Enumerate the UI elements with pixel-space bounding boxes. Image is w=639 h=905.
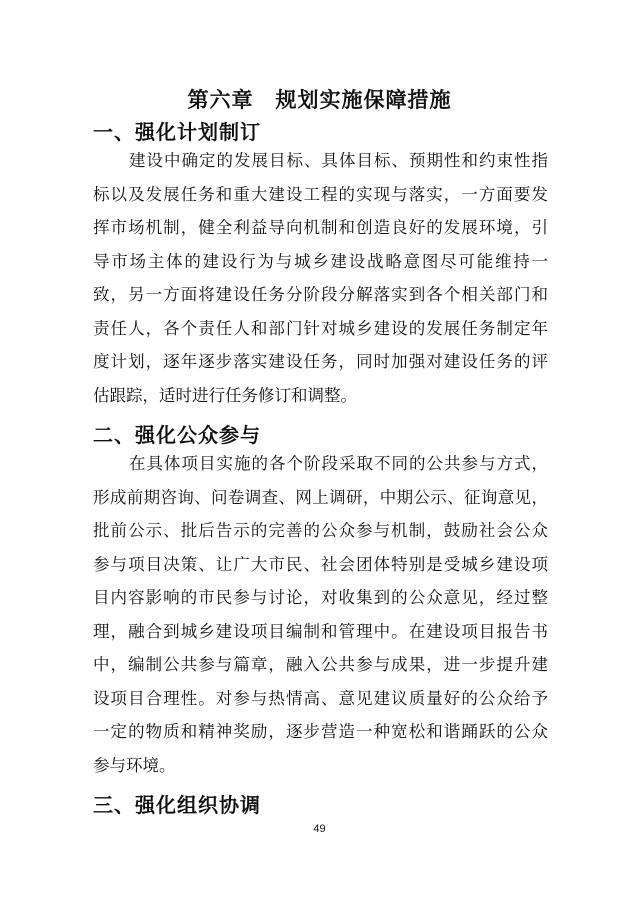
paragraph-line: 参与项目决策、让广大市民、社会团体特别是受城乡建设项 bbox=[93, 554, 548, 574]
paragraph-line: 理，融合到城乡建设项目编制和管理中。在建设项目报告书 bbox=[93, 621, 548, 641]
page-number: 49 bbox=[313, 823, 326, 835]
paragraph-line: 在具体项目实施的各个阶段采取不同的公共参与方式， bbox=[129, 454, 548, 473]
paragraph-line: 设项目合理性。对参与热情高、意见建议质量好的公众给予 bbox=[93, 688, 548, 708]
section-heading-3: 三、强化组织协调 bbox=[93, 793, 261, 817]
paragraph-line: 建设中确定的发展目标、具体目标、预期性和约束性指 bbox=[129, 151, 548, 170]
chapter-title: 第六章 规划实施保障措施 bbox=[187, 88, 452, 112]
section-2-paragraph bbox=[93, 447, 548, 782]
paragraph-line: 批前公示、批后告示的完善的公众参与机制，鼓励社会公众 bbox=[93, 521, 548, 540]
paragraph-line: 估跟踪，适时进行任务修订和调整。 bbox=[93, 385, 357, 405]
paragraph-line: 致，另一方面将建设任务分阶段分解落实到各个相关部门和 bbox=[93, 285, 548, 304]
paragraph-line: 责任人，各个责任人和部门针对城乡建设的发展任务制定年 bbox=[93, 318, 548, 338]
paragraph-line: 一定的物质和精神奖励，逐步营造一种宽松和谐踊跃的公众 bbox=[93, 722, 548, 741]
section-1-paragraph bbox=[93, 144, 548, 412]
paragraph-line: 挥市场机制，健全利益导向机制和创造良好的发展环境，引 bbox=[93, 218, 548, 237]
paragraph-line: 度计划，逐年逐步落实建设任务，同时加强对建设任务的评 bbox=[93, 352, 548, 371]
paragraph-line: 形成前期咨询、问卷调查、网上调研，中期公示、征询意见， bbox=[93, 487, 548, 507]
paragraph-line: 中，编制公共参与篇章，融入公共参与成果，进一步提升建 bbox=[93, 655, 548, 674]
paragraph-line: 标以及发展任务和重大建设工程的实现与落实，一方面要发 bbox=[93, 184, 548, 204]
paragraph-line: 导市场主体的建设行为与城乡建设战略意图尽可能维持一 bbox=[93, 251, 548, 271]
paragraph-line: 目内容影响的市民参与讨论，对收集到的公众意见，经过整 bbox=[93, 588, 548, 607]
paragraph-line: 参与环境。 bbox=[93, 755, 176, 775]
section-heading-1: 一、强化计划制订 bbox=[93, 120, 261, 144]
section-heading-2: 二、强化公众参与 bbox=[93, 423, 261, 447]
